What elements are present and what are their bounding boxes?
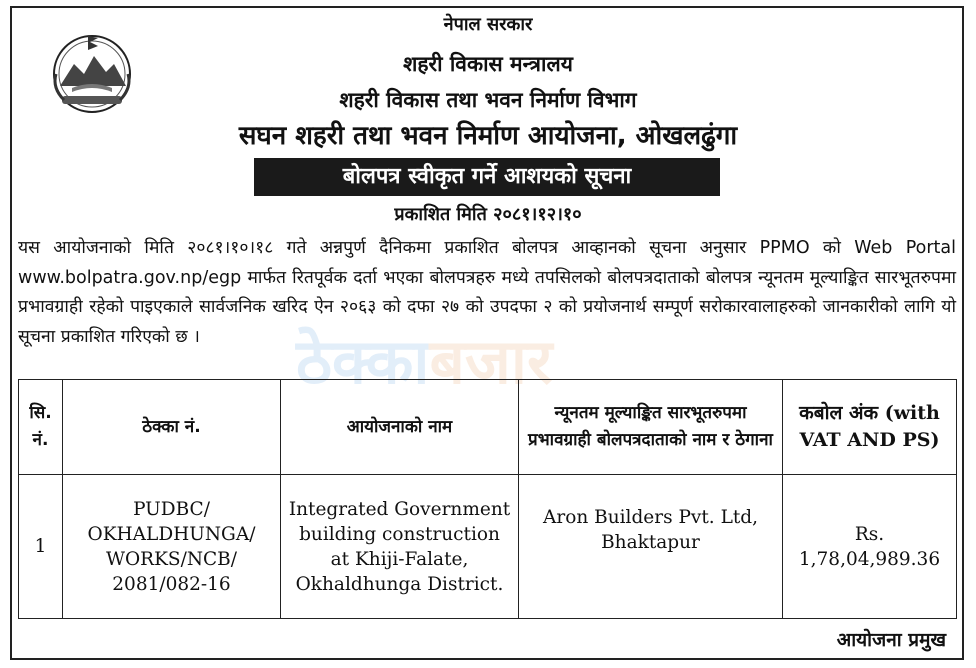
table-row [19, 475, 957, 619]
cell-sn: 1 [19, 475, 63, 619]
project-heading: सघन शहरी तथा भवन निर्माण आयोजना, ओखलढुंगा [238, 121, 738, 151]
watermark-part2: बजार [429, 325, 553, 398]
header-contract-no: ठेक्का नं. [63, 380, 281, 475]
government-heading: नेपाल सरकार [443, 14, 533, 35]
notice-body: यस आयोजनाको मिति २०८१।१०।१८ गते अन्नपुर्ण दैनिकमा प्रकाशित बोलपत्र आव्हानको सूचना अनुसार PPMO को Web Portal www.bolpatra.gov.np/egp मार्फत रितपूर्वक दर्ता भएका बोलपत्रहरु मध्ये तपसिलको बोलपत्रदाताको बोलपत्र न्यूनतम मूल्याङ्कित सारभूतरुपमा प्रभावग्राही रहेको पाइएकाले सार्वजनिक खरिद ऐन २०६३ को दफा २७ को उपदफा २ को प्रयोजनार्थ सम्पूर्ण सरोकारवालाहरुको जानकारीको लागि यो सूचना प्रकाशित गरिएको छ । [18, 238, 956, 347]
ministry-heading: शहरी विकास मन्त्रालय [403, 52, 573, 76]
header-sn: सि. नं. [19, 380, 63, 475]
table-header-row [19, 380, 957, 475]
cell-amount: Rs. 1,78,04,989.36 [783, 475, 957, 619]
header-amount: कबोल अंक (with VAT AND PS) [783, 380, 957, 475]
watermark-part1: ठेक्का [296, 325, 430, 398]
header-bidder: न्यूनतम मूल्याङ्कित सारभूतरुपमा प्रभावग्राही बोलपत्रदाताको नाम र ठेगाना [519, 380, 783, 475]
header-project-name: आयोजनाको नाम [281, 380, 519, 475]
signature-title: आयोजना प्रमुख [836, 629, 946, 651]
bid-table [18, 379, 957, 619]
cell-project-name: Integrated Government building construction at Khiji-Falate, Okhaldhunga District. [281, 475, 519, 619]
notice-title: बोलपत्र स्वीकृत गर्ने आशयको सूचना [254, 158, 720, 196]
cell-contract-no: PUDBC/ OKHALDHUNGA/ WORKS/NCB/ 2081/082-16 [63, 475, 281, 619]
cell-bidder: Aron Builders Pvt. Ltd, Bhaktapur [519, 475, 783, 619]
department-heading: शहरी विकास तथा भवन निर्माण विभाग [339, 88, 637, 112]
published-date: प्रकाशित मिति २०८१।१२।१० [394, 204, 582, 225]
